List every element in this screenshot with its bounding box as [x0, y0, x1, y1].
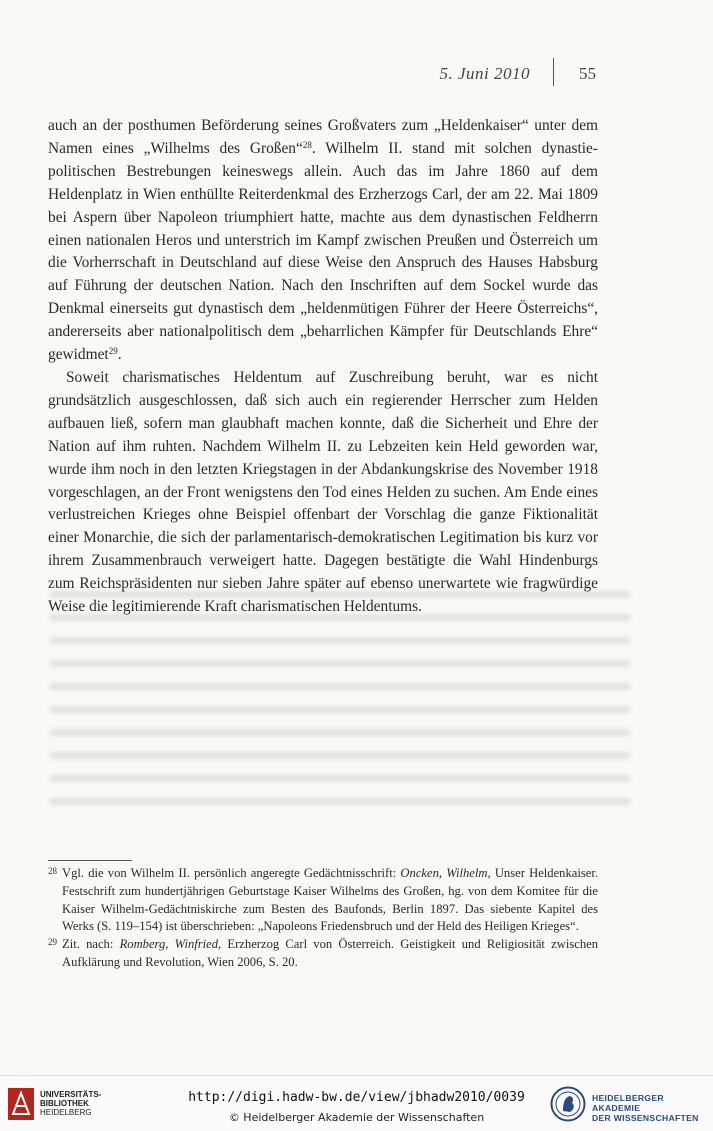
academy-line-2: DER WISSENSCHAFTEN	[592, 1113, 699, 1123]
header-divider	[553, 58, 554, 86]
academy-seal-icon	[550, 1086, 586, 1122]
paragraph-text-span: auch an der posthumen Beförderung seines Großvaters zum „Heldenkaiser“ unter dem Namen eines „Wilhelms des Großen“	[48, 117, 598, 157]
academy-line-1: HEIDELBERGER AKADEMIE	[592, 1093, 664, 1113]
cited-author: Romberg, Winfried	[119, 937, 219, 952]
footnote-ref-29[interactable]: 29	[108, 346, 118, 357]
copyright-notice: © Heidelberger Akademie der Wissenschaften	[228, 1111, 485, 1124]
show-through-bleed	[50, 575, 630, 835]
footnotes	[48, 865, 598, 972]
running-header	[0, 64, 713, 88]
academy-label	[592, 1093, 713, 1123]
page-number: 55	[579, 64, 596, 83]
footnote-separator	[48, 860, 132, 861]
footnote-ref-28[interactable]: 28	[302, 139, 312, 150]
footnote-text: Zit. nach:	[62, 937, 120, 952]
paragraph-1	[48, 115, 598, 367]
library-line-1: UNIVERSITÄTS-	[40, 1090, 102, 1099]
header-date: 5. Juni 2010	[439, 64, 530, 83]
footnote-text: Vgl. die von Wilhelm II. persönlich angeregte Gedächtnisschrift:	[62, 866, 401, 880]
library-line-2: BIBLIOTHEK	[40, 1099, 89, 1108]
footer-bar	[0, 1075, 713, 1131]
cited-author: Oncken, Wilhelm	[400, 866, 488, 880]
library-line-3: HEIDELBERG	[40, 1108, 92, 1117]
footnote-text: , Erzherzog Carl von Österreich. Geistigkeit und Religiosität zwischen Aufklärung und Revolution, Wien 2006, S. 20.	[62, 937, 599, 969]
paragraph-2: Soweit charismatisches Heldentum auf Zuschreibung beruht, war es nicht grundsätzlich ausgeschlossen, daß sich auch ein regierender Herrscher zum Helden aufbauen ließ, sofern man glaubhaft machen konnte, daß die Sicherheit und Ehre der Nation auf ihm ruhten. Nachdem Wilhelm II. zu Lebzeiten kein Held geworden war, wurde ihm noch in den letzten Kriegstagen in der Abdankungskrise des November 1918 vorgeschlagen, an der Front wenigstens den Tod eines Helden zu suchen. Am Ende eines verlustreichen Krieges ohne Beispiel offenbart der Vorschlag die ganze Fiktionalität einer Monarchie, die sich der parlamentarisch-demokratischen Legitimation bis kurz vor ihrem Zusammenbrauch verweigert hatte. Dagegen bestätigte die Wahl Hindenburgs zum Reichspräsidenten nur sieben Jahre später auf ebenso unerwartete wie fragwürdige Weise die legitimierende Kraft charismatischen Heldentums.	[48, 368, 598, 616]
body-text	[48, 115, 598, 619]
footnote-text: , Unser Heldenkaiser. Festschrift zum hundertjährigen Geburtstage Kaiser Wilhelms des Großen, hg. von dem Komitee für die Kaiser Wilhelm-Gedächtniskirche zum Besten des Baufonds, Berlin 1897. Das siebente Kapitel des Werks (S. 119–154) ist überschrieben: „Napoleons Friedensbruch und der Held des Heiligen Krieges“.	[62, 866, 598, 934]
permalink-url[interactable]: http://digi.hadw-bw.de/view/jbhadw2010/0039	[188, 1090, 525, 1105]
paragraph-text-span: .	[117, 346, 122, 364]
footnote-28	[48, 865, 598, 936]
footnote-number: 28	[48, 866, 57, 876]
paragraph-text-span: . Wilhelm II. stand mit solchen dynastie-politischen Bestrebungen keineswegs allein. Auch das im Jahre 1860 auf dem Heldenplatz in Wien enthüllte Reiterdenkmal des Erzherzogs Carl, der am 22. Mai 1809 bei Aspern über Napoleon triumphiert hatte, machte aus dem dynastischen Feldherrn einen nationalen Heros und unterstrich im Kampf zwischen Preußen und Österreich um die Vorherrschaft in Deutschland auf diese Weise den Anspruch des Hauses Habsburg auf Führung der deutschen Nation. Nach den Inschriften auf dem Sockel wurde das Denkmal einerseits gut dynastisch dem „heldenmütigen Führer der Heere Österreichs“, andererseits aber nationalpolitisch dem „beharrlichen Kämpfer für Deutschlands Ehre“ gewidmet	[48, 139, 598, 364]
footnote-29	[48, 936, 598, 972]
footnote-number: 29	[48, 937, 57, 948]
